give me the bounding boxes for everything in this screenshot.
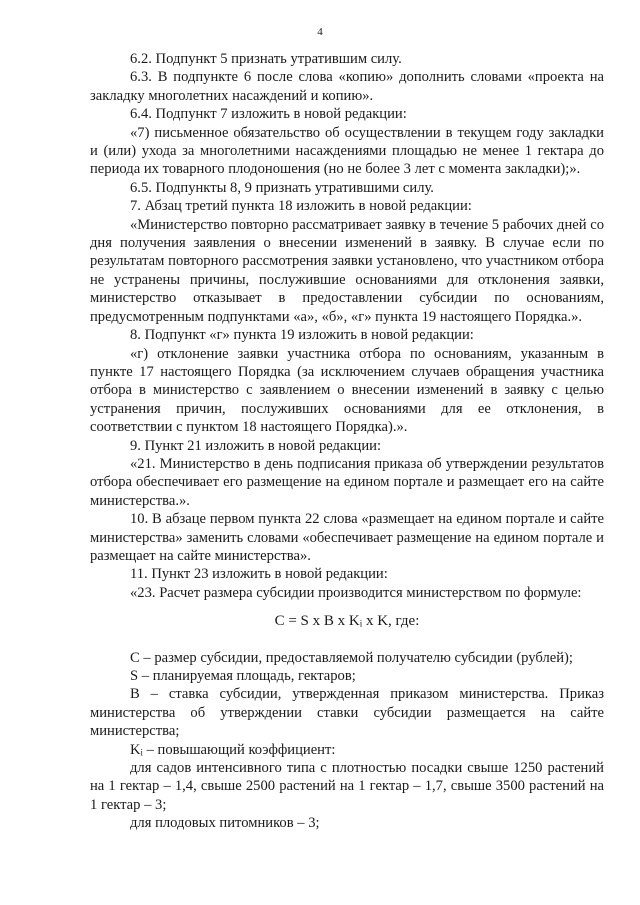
paragraph-11: 11. Пункт 23 изложить в новой редакции: — [130, 566, 388, 583]
paragraph-6-3: 6.3. В подпункте 6 после слова «копию» дополнить словами «проекта на закладку многолетних насаждений и копию». — [90, 69, 604, 104]
definition-s: S – планируемая площадь, гектаров; — [130, 668, 356, 684]
paragraph-6-4: 6.4. Подпункт 7 изложить в новой редакции: — [130, 106, 407, 123]
paragraph-quote-21: «21. Министерство в день подписания приказа об утверждении результатов отбора обеспечивает его размещение на едином портале и размещает его на сайте министерства.». — [90, 455, 604, 509]
paragraph-9: 9. Пункт 21 изложить в новой редакции: — [130, 437, 382, 454]
page-number: 4 — [317, 26, 323, 38]
paragraph-quote-g: «г) отклонение заявки участника отбора по основаниям, указанным в пункте 17 настоящего Порядка (за исключением случаев обращения участника отбора в министерство с заявлением о внесении изменений в заявку с целью устранения причин, послуживших основаниями для ее отклонения, в соответствии с пунктом 18 настоящего Порядка).». — [90, 345, 604, 436]
paragraph-7: 7. Абзац третий пункта 18 изложить в новой редакции: — [130, 198, 472, 215]
definition-ki: Kᵢ – повышающий коэффициент: — [130, 741, 336, 758]
paragraph-8: 8. Подпункт «г» пункта 19 изложить в новой редакции: — [130, 327, 474, 344]
paragraph-quote-23: «23. Расчет размера субсидии производится министерством по формуле: — [130, 584, 582, 601]
definition-nurseries: для плодовых питомников – 3; — [130, 815, 320, 832]
paragraph-quote-ministry: «Министерство повторно рассматривает заявку в течение 5 рабочих дней со дня получения заявления о внесении изменений в заявку. В случае если по результатам повторного рассмотрения заявки установлено, что участником отбора не устранены причины, послужившие основаниями для отклонения заявки, министерство отказывает в предоставлении субсидии по основаниям, предусмотренным подпунктами «а», «б», «г» пункта 19 настоящего Порядка.». — [90, 216, 604, 325]
paragraph-6-5: 6.5. Подпункты 8, 9 признать утратившими силу. — [130, 179, 434, 196]
document-body — [90, 50, 604, 833]
definition-b: B – ставка субсидии, утвержденная приказом министерства. Приказ министерства об утверждении ставки субсидии размещается на сайте министерства; — [90, 686, 604, 740]
subsidy-formula: C = S x B x Kᵢ x K, где: — [274, 613, 420, 630]
paragraph-10: 10. В абзаце первом пункта 22 слова «размещает на едином портале и сайте министерства» заменить словами «обеспечивает размещение на едином портале и размещает на сайте министерства». — [90, 511, 604, 564]
paragraph-quote-7: «7) письменное обязательство об осуществлении в текущем году закладки и (или) ухода за многолетними насаждениями площадью не менее 1 гектара до периода их товарного плодоношения (но не более 3 лет с момента закладки);». — [90, 124, 604, 178]
paragraph-6-2: 6.2. Подпункт 5 признать утратившим силу. — [130, 51, 402, 67]
definition-intensive-gardens: для садов интенсивного типа с плотностью посадки свыше 1250 растений на 1 гектар – 1,4, свыше 2500 растений на 1 гектар – 1,7, свыше 3500 растений на 1 гектар – 3; — [90, 760, 604, 813]
definition-c: C – размер субсидии, предоставляемой получателю субсидии (рублей); — [130, 649, 573, 666]
